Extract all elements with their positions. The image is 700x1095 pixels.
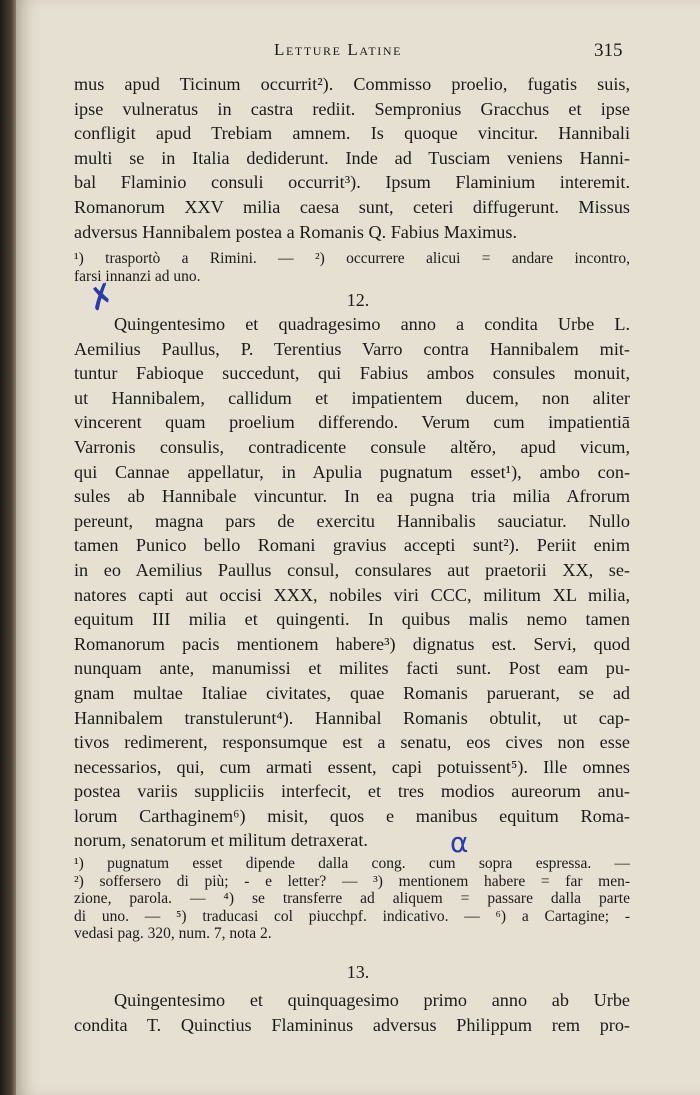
section-number-12: 12. (346, 290, 370, 310)
text-line: equitum III milia et quingenti. In quibus malis nemo tamen (74, 609, 630, 630)
page-number: 315 (594, 40, 623, 61)
text-line: nunquam ante, manumissi et milites facti sunt. Post eam pu- (74, 658, 630, 679)
text-line: condita T. Quinctius Flamininus adversus Philippum rem pro- (74, 1014, 630, 1035)
text-line: bal Flaminio consuli occurrit³). Ipsum Flaminium interemit. (74, 172, 630, 193)
footnote-line: zione, parola. — ⁴) se transferre ad aliquem = passare dalla parte (74, 890, 630, 907)
running-title: Letture Latine (274, 40, 403, 59)
text-line: Romanorum XXV milia caesa sunt, ceteri diffugerunt. Missus (74, 196, 630, 217)
text-line: Romanorum pacis mentionem habere³) dignatus est. Servi, quod (74, 633, 630, 654)
text-line: norum, senatorum et militum detraxerat. (74, 830, 368, 851)
text-line: sules ab Hannibale vincuntur. In ea pugna tria milia Afrorum (74, 486, 630, 507)
text-line: tuntur Fabioque succedunt, qui Fabius ambos consules monuit, (74, 363, 630, 384)
footnote-line: di uno. — ⁵) traducasi col piucchpf. indicativo. — ⁶) a Cartagine; - (74, 907, 630, 925)
footnote-line: ¹) trasportò a Rimini. — ²) occurrere alicui = andare incontro, (74, 250, 630, 267)
text-line: in eo Aemilius Paullus consul, consulares aut praetorii XX, se- (74, 559, 630, 580)
footnote-line: farsi innanzi ad uno. (74, 267, 201, 285)
text-line: multi se in Italia dediderunt. Inde ad Tusciam veniens Hanni- (74, 147, 630, 168)
text-line: Quingentesimo et quadragesimo anno a condita Urbe L. (114, 314, 630, 334)
text-line: Varronis consulis, contradicente consule altěro, apud vicum, (74, 436, 630, 457)
footnotes-2 (74, 855, 630, 943)
pen-mark-x-icon: ✗ (82, 274, 121, 320)
section-13-text (74, 988, 630, 1037)
pen-mark-alpha-icon: α (450, 826, 469, 859)
text-line: mus apud Ticinum occurrit²). Commisso proelio, fugatis suis, (74, 74, 630, 94)
text-line: necessarios, qui, cum armati essent, capi potuissent⁵). Ille omnes (74, 756, 630, 777)
text-line: ipse vulneratus in castra rediit. Sempronius Gracchus et ipse (74, 98, 630, 119)
book-gutter (0, 0, 16, 1095)
text-line: vincerent quam proelium differendo. Verum cum impatientiā (74, 412, 630, 433)
text-line: tamen Punico bello Romani gravius accepti sunt²). Periit enim (74, 535, 630, 556)
footnotes-1 (74, 250, 630, 285)
text-line: Aemilius Paullus, P. Terentius Varro contra Hannibalem mit- (74, 338, 630, 359)
footnote-line: vedasi pag. 320, num. 7, nota 2. (74, 925, 272, 942)
text-line: lorum Carthaginem⁶) misit, quos e manibus equitum Roma- (74, 805, 630, 826)
text-line: natores capti aut occisi XXX, nobiles viri CCC, militum XL milia, (74, 584, 630, 605)
text-line: postea variis suppliciis interfecit, et tres modios aureorum anu- (74, 781, 630, 802)
text-line: qui Cannae appellatur, in Apulia pugnatum esset¹), ambo con- (74, 461, 630, 482)
text-line: tivos redimerent, responsumque est a senatu, eos cives non esse (74, 732, 630, 753)
section-number-13: 13. (346, 962, 370, 982)
text-line: ut Hannibalem, callidum et impatientem ducem, non aliter (74, 387, 630, 408)
paragraph-continued (74, 72, 630, 244)
text-line: gnam multae Italiae civitates, quae Romanis paruerant, se ad (74, 682, 630, 703)
page-header (16, 40, 700, 64)
section-12-text (74, 312, 630, 853)
text-line: Quingentesimo et quinquagesimo primo anno ab Urbe (114, 990, 630, 1010)
text-line: pereunt, magna pars de exercitu Hannibalis sauciatur. Nullo (74, 510, 630, 531)
footnote-line: ¹) pugnatum esset dipende dalla cong. cum sopra espressa. — (74, 855, 630, 872)
text-line: Hannibalem transtulerunt⁴). Hannibal Romanis obtulit, ut cap- (74, 707, 630, 728)
text-line: adversus Hannibalem postea a Romanis Q. Fabius Maximus. (74, 221, 518, 242)
book-page (16, 0, 700, 1095)
footnote-line: ²) soffersero di più; - e letter? — ³) mentionem habere = far men- (74, 872, 630, 890)
text-line: confligit apud Trebiam amnem. Is quoque vincitur. Hannibali (74, 123, 630, 144)
